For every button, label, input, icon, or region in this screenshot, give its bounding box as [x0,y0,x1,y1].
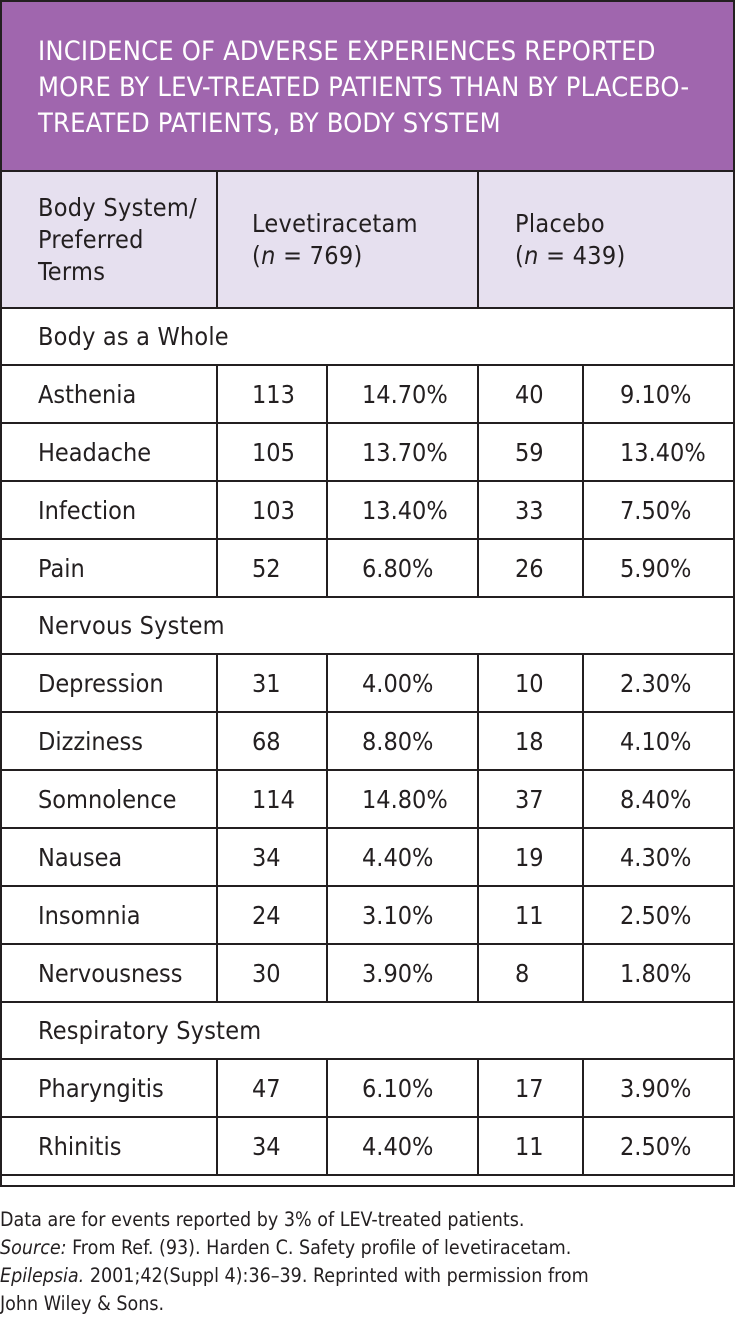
term-cell: Pharyngitis [2,1059,217,1117]
placebo-percent-cell: 7.50% [583,481,733,539]
placebo-percent-cell: 2.50% [583,1117,733,1175]
placebo-count-cell: 10 [478,654,583,712]
lev-percent-cell: 4.40% [327,828,478,886]
adverse-events-table [2,172,733,1176]
table-title: INCIDENCE OF ADVERSE EXPERIENCES REPORTED MORE BY LEV-TREATED PATIENTS THAN BY PLACEBO-TREATED PATIENTS, BY BODY SYSTEM [38,36,690,139]
placebo-count-cell: 33 [478,481,583,539]
placebo-count-cell: 26 [478,539,583,597]
lev-count-cell: 31 [217,654,327,712]
table-row [2,886,733,944]
placebo-count-cell: 8 [478,944,583,1002]
lev-count-cell: 52 [217,539,327,597]
lev-count-cell: 105 [217,423,327,481]
placebo-percent-cell: 2.50% [583,886,733,944]
table-row [2,654,733,712]
header-body-system: Body System/ Preferred Terms [2,172,217,308]
lev-count-cell: 114 [217,770,327,828]
lev-percent-cell: 4.40% [327,1117,478,1175]
placebo-percent-cell: 8.40% [583,770,733,828]
placebo-count-cell: 11 [478,1117,583,1175]
footnote-citation: Epilepsia. 2001;42(Suppl 4):36–39. Reprinted with permission from [0,1264,589,1287]
term-cell: Pain [2,539,217,597]
table-row [2,712,733,770]
footnote-source: Source: From Ref. (93). Harden C. Safety profile of levetiracetam. [0,1236,572,1259]
title-banner [2,2,733,172]
header-levetiracetam: Levetiracetam (n = 769) [217,172,478,308]
header-placebo: Placebo (n = 439) [478,172,733,308]
placebo-count-cell: 37 [478,770,583,828]
table-body [2,308,733,1175]
placebo-percent-cell: 1.80% [583,944,733,1002]
placebo-percent-cell: 9.10% [583,365,733,423]
lev-percent-cell: 14.70% [327,365,478,423]
table-row [2,1059,733,1117]
lev-percent-cell: 14.80% [327,770,478,828]
lev-percent-cell: 6.10% [327,1059,478,1117]
lev-percent-cell: 3.10% [327,886,478,944]
section-heading: Respiratory System [2,1002,733,1059]
term-cell: Infection [2,481,217,539]
lev-percent-cell: 4.00% [327,654,478,712]
term-cell: Depression [2,654,217,712]
table-row [2,539,733,597]
lev-count-cell: 34 [217,828,327,886]
placebo-percent-cell: 4.10% [583,712,733,770]
section-heading: Body as a Whole [2,308,733,365]
placebo-count-cell: 11 [478,886,583,944]
term-cell: Asthenia [2,365,217,423]
table-row [2,828,733,886]
placebo-count-cell: 18 [478,712,583,770]
term-cell: Rhinitis [2,1117,217,1175]
lev-count-cell: 113 [217,365,327,423]
section-heading: Nervous System [2,597,733,654]
lev-count-cell: 103 [217,481,327,539]
lev-percent-cell: 13.40% [327,481,478,539]
term-cell: Nausea [2,828,217,886]
placebo-count-cell: 59 [478,423,583,481]
placebo-percent-cell: 3.90% [583,1059,733,1117]
placebo-count-cell: 40 [478,365,583,423]
placebo-percent-cell: 2.30% [583,654,733,712]
lev-percent-cell: 13.70% [327,423,478,481]
footnote-line: Data are for events reported by 3% of LEV-treated patients. [0,1208,525,1231]
lev-count-cell: 47 [217,1059,327,1117]
term-cell: Insomnia [2,886,217,944]
placebo-percent-cell: 5.90% [583,539,733,597]
table-row [2,481,733,539]
footnote-publisher: John Wiley & Sons. [0,1292,165,1315]
table-row [2,944,733,1002]
term-cell: Headache [2,423,217,481]
term-cell: Nervousness [2,944,217,1002]
header-row [2,172,733,308]
lev-count-cell: 68 [217,712,327,770]
section-row [2,308,733,365]
section-row [2,597,733,654]
placebo-percent-cell: 4.30% [583,828,733,886]
lev-count-cell: 30 [217,944,327,1002]
table-row [2,1117,733,1175]
lev-percent-cell: 3.90% [327,944,478,1002]
placebo-count-cell: 19 [478,828,583,886]
footnote [0,1206,735,1318]
table-row [2,770,733,828]
term-cell: Dizziness [2,712,217,770]
lev-count-cell: 34 [217,1117,327,1175]
section-row [2,1002,733,1059]
table-row [2,423,733,481]
placebo-percent-cell: 13.40% [583,423,733,481]
lev-count-cell: 24 [217,886,327,944]
table-row [2,365,733,423]
lev-percent-cell: 6.80% [327,539,478,597]
lev-percent-cell: 8.80% [327,712,478,770]
term-cell: Somnolence [2,770,217,828]
placebo-count-cell: 17 [478,1059,583,1117]
